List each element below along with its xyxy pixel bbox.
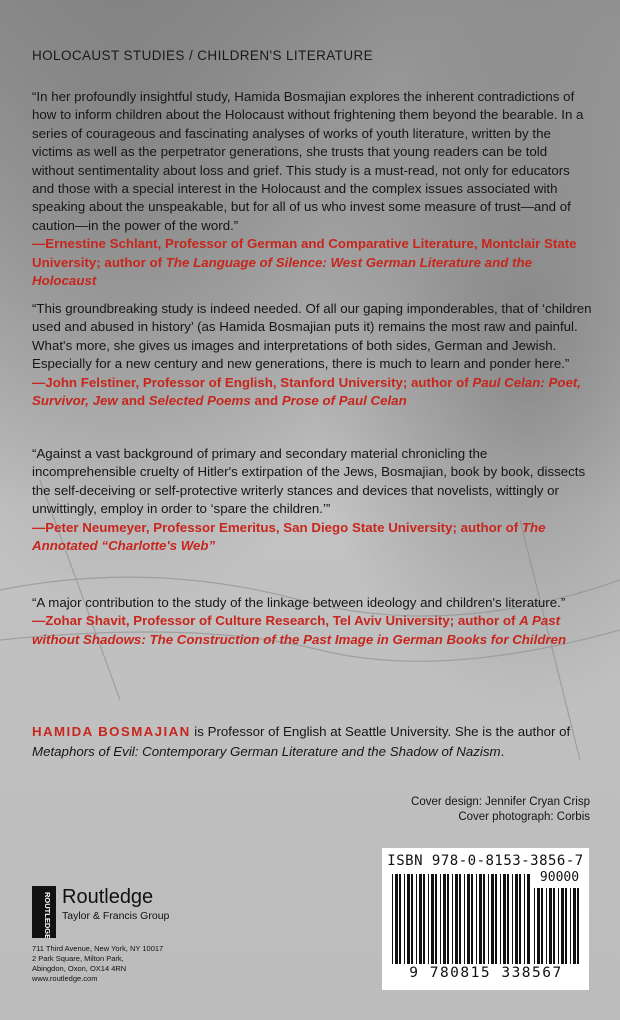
barcode-bar xyxy=(455,874,458,964)
endorsement-attribution: —Ernestine Schlant, Professor of German and Comparative Literature, Montclair State University; author of The Language of Silence: West German Literature and the Holocaust xyxy=(32,236,577,289)
endorsement-attribution: —John Felstiner, Professor of English, Stanford University; author of Paul Celan: Poet, Survivor, Jew and Selected Poems and Prose of Paul Celan xyxy=(32,374,581,409)
barcode-bar xyxy=(392,874,393,964)
barcode-bar xyxy=(503,874,506,964)
endorsement-3 xyxy=(32,445,592,555)
barcode-bar xyxy=(565,888,567,964)
endorsement-quote: “In her profoundly insightful study, Hamida Bosmajian explores the inherent contradictions of how to inform children about the Holocaust without frightening them beyond the bearable. In a series of courageous and fascinating analyses of works of youth literature, written by the victims as well as the perpetrator generations, she trusts that young readers can be told without sentimentality about loss and grief. This study is a must-read, not only for educators and those with a special interest in the Holocaust and the complex issues associated with speaking about the unspeakable, but for all of us who invest some measure of trust—and of caution—in the power of the word.” xyxy=(32,89,584,233)
barcode-bar xyxy=(491,874,494,964)
barcode-bar xyxy=(537,888,540,964)
routledge-logo-icon xyxy=(32,886,58,938)
barcode-bar xyxy=(500,874,501,964)
barcode-bar xyxy=(573,888,576,964)
barcode-bar xyxy=(549,888,552,964)
barcode-bar xyxy=(546,888,547,964)
barcode-bar xyxy=(512,874,513,964)
barcode-bar xyxy=(561,888,564,964)
barcode-bar xyxy=(419,874,422,964)
barcode-bar xyxy=(452,874,453,964)
author-name: HAMIDA BOSMAJIAN xyxy=(32,724,191,739)
endorsement-4 xyxy=(32,594,592,649)
cover-photo-credit: Cover photograph: Corbis xyxy=(458,811,590,823)
barcode-bar xyxy=(534,888,535,964)
barcode-bar xyxy=(443,874,446,964)
author-other-book: Metaphors of Evil: Contemporary German Literature and the Shadow of Nazism xyxy=(32,744,501,759)
barcode-bar xyxy=(423,874,425,964)
barcode-bar xyxy=(507,874,509,964)
barcode-bar xyxy=(447,874,449,964)
barcode-bar xyxy=(541,888,543,964)
ean-digits: 9 780815 338567 xyxy=(409,965,563,981)
isbn-barcode xyxy=(382,848,589,990)
author-bio: HAMIDA BOSMAJIAN is Professor of English at Seattle University. She is the author of Metaphors of Evil: Contemporary German Literature and the Shadow of Nazism. xyxy=(32,724,571,759)
barcode-bar xyxy=(495,874,497,964)
barcode-bar xyxy=(395,874,398,964)
barcode-bar xyxy=(488,874,489,964)
barcode-bar xyxy=(479,874,482,964)
publisher-name: Routledge xyxy=(62,886,154,908)
endorsement-attribution: —Peter Neumeyer, Professor Emeritus, San Diego State University; author of The Annotated “Charlotte's Web” xyxy=(32,519,546,554)
barcode-bar xyxy=(558,888,559,964)
endorsement-quote: “Against a vast background of primary and secondary material chronicling the incomprehensible cruelty of Hitler's extirpation of the Jews, Bosmajian, book by book, dissects the self-deceiving or self-protective writerly stances and devices that novelists, wittingly or unwittingly, employ in order to ‘spare the children.’” xyxy=(32,446,586,517)
publisher-group: Taylor & Francis Group xyxy=(62,910,170,922)
barcode-bar xyxy=(440,874,441,964)
barcode-bar xyxy=(431,874,434,964)
barcode-bar xyxy=(411,874,413,964)
barcode-bar xyxy=(464,874,465,964)
publisher-logo xyxy=(32,886,170,943)
publisher-address: 711 Third Avenue, New York, NY 10017 2 Park Square, Milton Park, Abingdon, Oxon, OX14 4RN www.routledge.com xyxy=(32,944,164,983)
barcode-bar xyxy=(519,874,521,964)
barcode-bar xyxy=(459,874,461,964)
endorsement-quote: “This groundbreaking study is indeed needed. Of all our gaping imponderables, that of ‘children used and abused in history’ (as Hamida Bosmajian puts it) remains the most raw and painful. What's more, she gives us images and interpretations of both sides, German and Jewish. Especially for a new century and new generations, there is much to learn and ponder here.” xyxy=(32,301,592,372)
endorsement-1 xyxy=(32,88,592,290)
barcode-bar xyxy=(524,874,525,964)
endorsement-attribution: —Zohar Shavit, Professor of Culture Research, Tel Aviv University; author of A Past without Shadows: The Construction of the Past Image in German Books for Children xyxy=(32,613,567,647)
barcode-bar xyxy=(404,874,405,964)
barcode-bar xyxy=(515,874,518,964)
barcode-bar xyxy=(577,888,579,964)
barcode-bar xyxy=(416,874,417,964)
barcode-bar xyxy=(428,874,429,964)
price-addon-digits: 90000 xyxy=(539,870,580,885)
barcode-bar xyxy=(467,874,470,964)
barcode-bar xyxy=(407,874,410,964)
barcode-bar xyxy=(527,874,530,964)
cover-credits xyxy=(411,795,590,825)
endorsement-quote: “A major contribution to the study of the linkage between ideology and children's literature.” xyxy=(32,595,566,610)
barcode-bar xyxy=(476,874,477,964)
cover-design-credit: Cover design: Jennifer Cryan Crisp xyxy=(411,796,590,808)
author-bio-text: is Professor of English at Seattle University. She is the author of xyxy=(190,724,571,739)
barcode-bar xyxy=(483,874,485,964)
barcode-bar xyxy=(471,874,473,964)
endorsement-2 xyxy=(32,300,592,410)
category-label: HOLOCAUST STUDIES / CHILDREN'S LITERATURE xyxy=(32,48,374,63)
barcode-bar xyxy=(435,874,437,964)
svg-text:ROUTLEDGE: ROUTLEDGE xyxy=(43,892,52,938)
barcode-bar xyxy=(553,888,555,964)
barcode-bar xyxy=(399,874,401,964)
isbn-label: ISBN 978-0-8153-3856-7 xyxy=(387,853,584,869)
barcode-bar xyxy=(570,888,571,964)
